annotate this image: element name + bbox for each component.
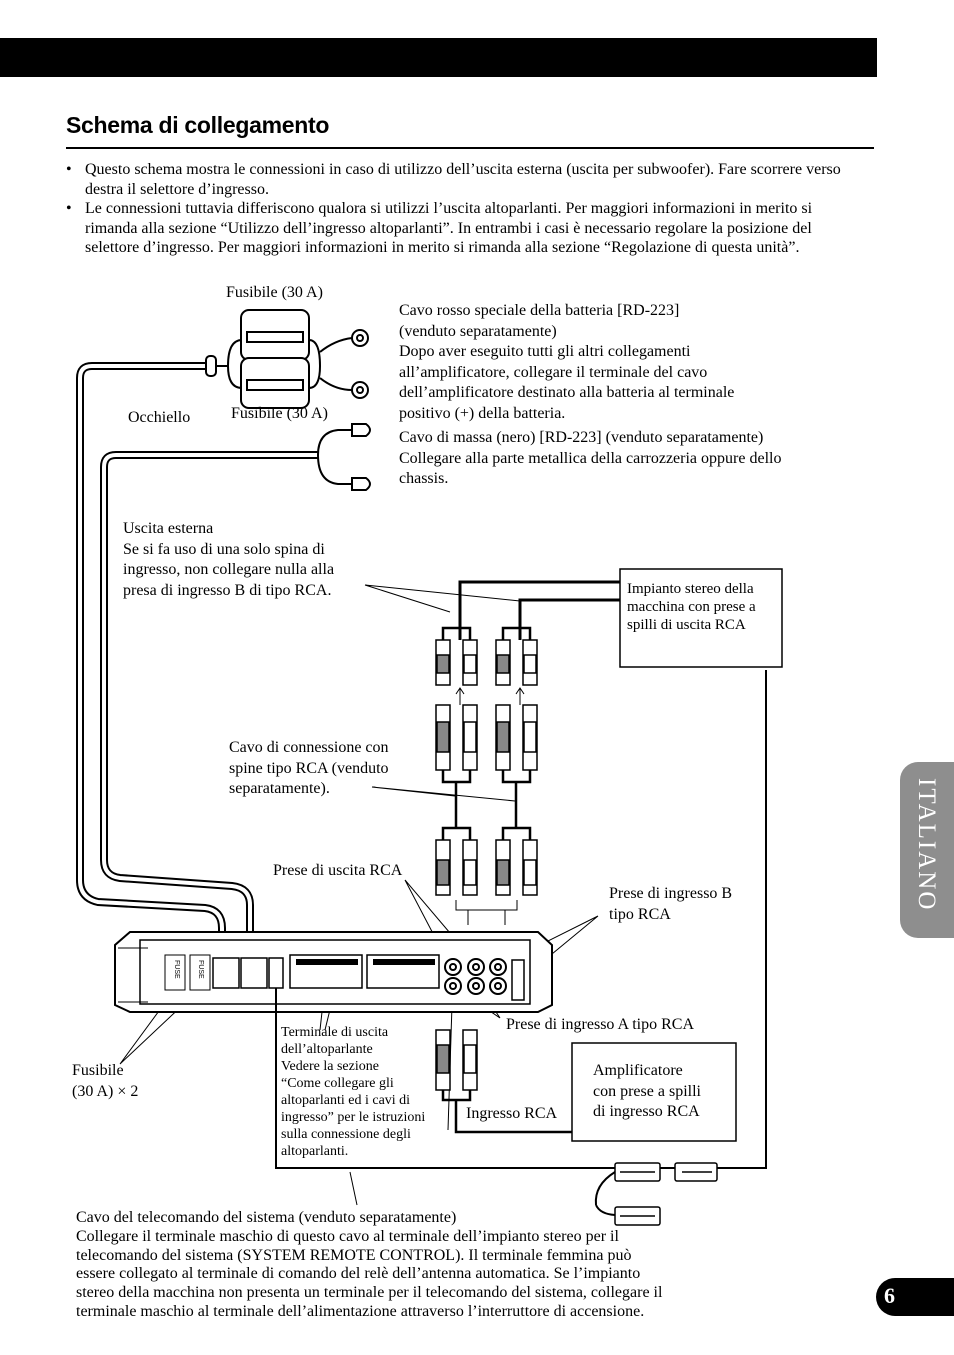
fuse-marking: FUSE xyxy=(197,960,204,979)
rca-plug-icon xyxy=(463,705,477,770)
grommet-label: Occhiello xyxy=(128,409,191,426)
rca-outputs-label: Prese di uscita RCA xyxy=(273,862,403,879)
rca-plug-icon xyxy=(463,640,477,685)
fuse-marking: FUSE xyxy=(173,960,180,979)
bullet-item: • Questo schema mostra le connessioni in caso di utilizzo dell’uscita esterna (uscita per subwoofer). Fare scorrere verso destra il selettore d’ingresso. xyxy=(66,160,866,199)
rca-cable-label: Cavo di connessione con spine tipo RCA (venduto separatamente). xyxy=(229,739,389,797)
bullet-item: • Le connessioni tuttavia differiscono qualora si utilizzi l’uscita altoparlanti. Per maggiori informazioni in merito si rimanda alla sezione “Utilizzo dell’ingresso altoparlanti”. In entrambi i casi è necessario regolare la posizione del selettore d’ingresso. Per maggiori informazioni in merito si rimanda alla sezione “Regolazione di questa unità”. xyxy=(66,199,866,258)
rca-plug-icon xyxy=(463,840,477,895)
language-tab-label: ITALIANO xyxy=(913,778,940,912)
page-number-badge xyxy=(876,1278,954,1316)
fuses-label: Fusibile (30 A) × 2 xyxy=(72,1062,139,1100)
fuse-top-label: Fusibile (30 A) xyxy=(226,284,323,301)
language-tab xyxy=(900,762,954,938)
rca-plug-icon xyxy=(436,840,450,895)
rca-input-label: Ingresso RCA xyxy=(466,1105,558,1122)
rca-plug-icon xyxy=(496,840,510,895)
rca-plug-icon xyxy=(496,705,510,770)
fuse-bottom-label: Fusibile (30 A) xyxy=(231,405,328,422)
amp-box-label: Amplificatore con prese a spilli di ingresso RCA xyxy=(593,1062,701,1120)
rca-plug-icon xyxy=(523,840,537,895)
rca-plug-icon xyxy=(436,1030,450,1090)
rca-plug-icon xyxy=(463,1030,477,1090)
remote-cable-label: Cavo del telecomando del sistema (venduto separatamente) Collegare il terminale maschio di questo cavo al terminale dell’impianto stereo per il telecomando del sistema (SYSTEM REMOTE CONTROL). Il terminale femmina può essere collegato al terminale di comando del relè dell’antenna automatica. Se l’impianto stereo della macchina non presenta un terminale per il telecomando del sistema, collegare il terminale maschio al terminale dell’alimentazione attraverso l’interruttore di accensione. xyxy=(76,1209,663,1320)
speaker-terminal-label: Terminale di uscita dell’altoparlante Vedere la sezione “Come collegare gli altoparlanti ed i cavi di ingresso” per le istruzioni sulla connessione degli altoparlanti. xyxy=(281,1025,426,1159)
section-title: Schema di collegamento xyxy=(66,112,330,138)
input-b-label: Prese di ingresso B tipo RCA xyxy=(609,885,733,923)
rca-plug-icon xyxy=(523,640,537,685)
rca-plug-icon xyxy=(436,705,450,770)
external-output-label: Uscita esterna Se si fa uso di una solo spina di ingresso, non collegare nulla alla presa di ingresso B di tipo RCA. xyxy=(123,520,335,599)
rca-plug-icon xyxy=(436,640,450,685)
page-number: 6 xyxy=(884,1283,895,1308)
rca-plug-icon xyxy=(496,640,510,685)
battery-cable-label: Cavo rosso speciale della batteria [RD-223] (venduto separatamente) Dopo aver eseguito tutti gli altri collegamenti all’amplificatore, collegare il terminale del cavo dell’amplificatore destinato alla batteria al terminale positivo (+) della batteria. xyxy=(399,302,735,422)
input-a-label: Prese di ingresso A tipo RCA xyxy=(506,1016,695,1033)
stereo-box-label: Impianto stereo della macchina con prese a spilli di uscita RCA xyxy=(627,581,756,633)
rca-plug-icon xyxy=(523,705,537,770)
ground-cable-label: Cavo di massa (nero) [RD-223] (venduto separatamente) Collegare alla parte metallica della carrozzeria oppure dello chassis. xyxy=(399,429,782,487)
